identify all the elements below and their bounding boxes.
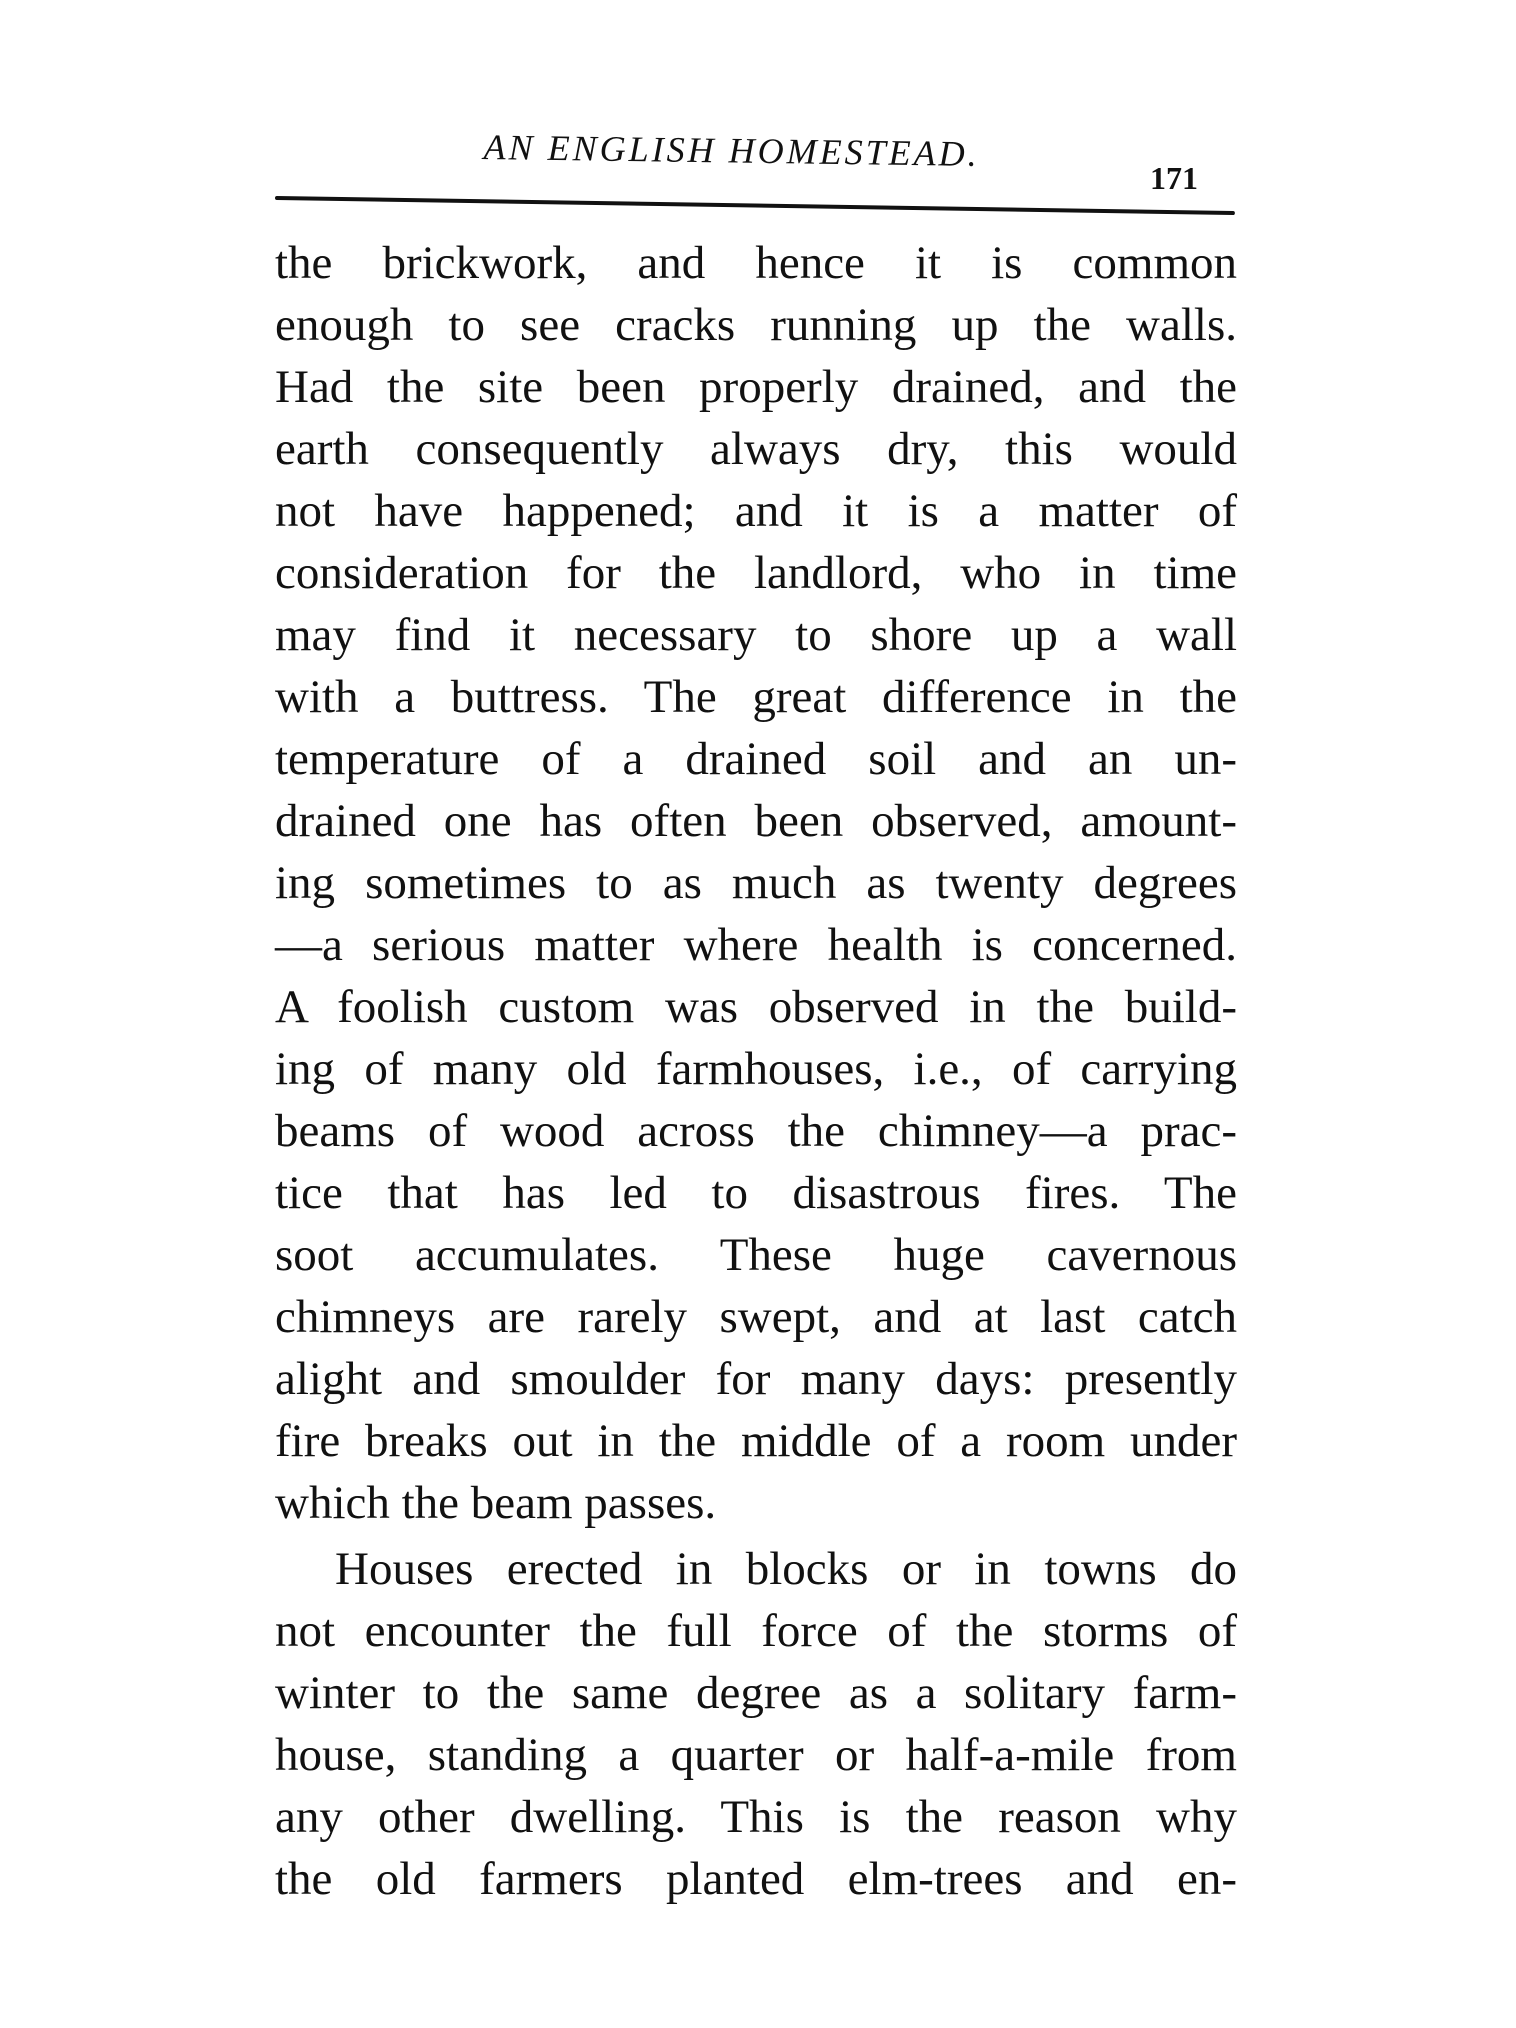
text-line: not encounter the full force of the storms of <box>275 1605 1237 1657</box>
text-line: tice that has led to disastrous fires. The <box>275 1167 1237 1219</box>
page-number: 171 <box>1150 160 1198 196</box>
text-line: the brickwork, and hence it is common <box>275 237 1237 289</box>
text-line: the old farmers planted elm-trees and en- <box>275 1853 1237 1905</box>
page-body <box>275 232 1237 1910</box>
text-line: which the beam passes. <box>275 1477 717 1529</box>
text-line: A foolish custom was observed in the build- <box>275 981 1237 1033</box>
text-line: alight and smoulder for many days: presently <box>275 1353 1237 1405</box>
text-line: temperature of a drained soil and an un- <box>275 733 1237 785</box>
text-line: ing of many old farmhouses, i.e., of carrying <box>275 1043 1237 1095</box>
text-line: earth consequently always dry, this would <box>275 423 1237 475</box>
text-line: enough to see cracks running up the walls. <box>275 299 1237 351</box>
text-line: house, standing a quarter or half-a-mile from <box>275 1729 1237 1781</box>
text-line: soot accumulates. These huge cavernous <box>275 1229 1237 1281</box>
text-line: any other dwelling. This is the reason why <box>275 1791 1237 1843</box>
header-rule <box>275 196 1235 215</box>
text-line: beams of wood across the chimney—a prac- <box>275 1105 1237 1157</box>
text-line: fire breaks out in the middle of a room under <box>275 1415 1237 1467</box>
text-line: chimneys are rarely swept, and at last catch <box>275 1291 1237 1343</box>
running-head: AN ENGLISH HOMESTEAD. <box>483 126 980 174</box>
paragraph-2 <box>275 1538 1237 1910</box>
text-line: drained one has often been observed, amount- <box>275 795 1237 847</box>
text-line: not have happened; and it is a matter of <box>275 485 1237 537</box>
text-line: with a buttress. The great difference in the <box>275 671 1237 723</box>
text-line: winter to the same degree as a solitary farm- <box>275 1667 1237 1719</box>
paragraph-1 <box>275 232 1237 1534</box>
text-line: Houses erected in blocks or in towns do <box>335 1543 1237 1595</box>
text-line: ing sometimes to as much as twenty degrees <box>275 857 1237 909</box>
text-line: —a serious matter where health is concerned. <box>275 919 1237 971</box>
text-line: may find it necessary to shore up a wall <box>275 609 1237 661</box>
text-line: Had the site been properly drained, and the <box>275 361 1237 413</box>
text-line: consideration for the landlord, who in time <box>275 547 1237 599</box>
